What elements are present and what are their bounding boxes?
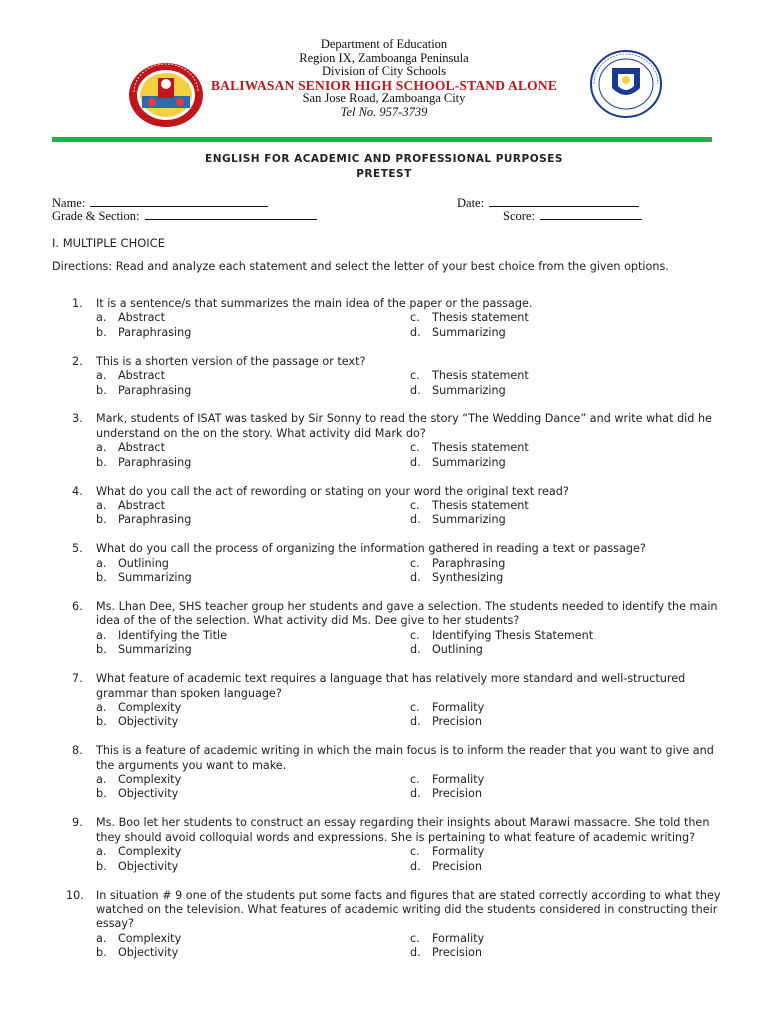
- option-letter: d.: [410, 383, 421, 397]
- answer-option[interactable]: [96, 326, 410, 340]
- option-letter: c.: [410, 498, 420, 512]
- option-letter: a.: [96, 556, 107, 570]
- option-text: Thesis statement: [432, 498, 529, 512]
- question-number: 1.: [72, 297, 83, 310]
- option-text: Paraphrasing: [118, 383, 192, 397]
- question-number: 8.: [72, 744, 83, 758]
- option-letter: c.: [410, 369, 420, 383]
- answer-options: [96, 499, 732, 528]
- question-list: [52, 297, 732, 975]
- division-text: Division of City Schools: [322, 64, 446, 78]
- answer-option[interactable]: [410, 557, 710, 571]
- option-text: Formality: [432, 700, 485, 714]
- answer-options: [96, 441, 732, 470]
- option-text: Abstract: [118, 311, 165, 325]
- option-text: Objectivity: [118, 715, 179, 729]
- answer-option[interactable]: [410, 773, 710, 787]
- answer-options: [96, 845, 732, 874]
- option-text: Abstract: [118, 441, 165, 455]
- address-text: San Jose Road, Zamboanga City: [302, 91, 466, 105]
- answer-option[interactable]: [410, 932, 710, 946]
- option-text: Identifying Thesis Statement: [432, 628, 594, 642]
- option-letter: c.: [410, 931, 420, 945]
- question-text: This is a shorten version of the passage or text?: [96, 354, 366, 368]
- option-text: Precision: [432, 715, 482, 729]
- option-text: Precision: [432, 946, 482, 960]
- option-letter: b.: [96, 455, 107, 469]
- answer-option[interactable]: [410, 787, 710, 801]
- option-letter: c.: [410, 441, 420, 455]
- question-item: [52, 412, 732, 470]
- answer-options: [96, 311, 732, 340]
- answer-option[interactable]: [96, 773, 410, 787]
- option-text: Objectivity: [118, 787, 179, 801]
- question-text: Mark, students of ISAT was tasked by Sir Sonny to read the story “The Wedding Dance” and write what did he understand on the on the story. What activity did Mark do?: [96, 412, 712, 440]
- option-letter: b.: [96, 859, 107, 873]
- answer-option[interactable]: [410, 845, 710, 859]
- answer-option[interactable]: [96, 701, 410, 715]
- deped-seal-logo: [590, 50, 662, 118]
- question-number: 4.: [72, 484, 83, 498]
- option-letter: a.: [96, 931, 107, 945]
- answer-option[interactable]: [96, 715, 410, 729]
- option-text: Summarizing: [118, 643, 192, 657]
- option-text: Precision: [432, 787, 482, 801]
- option-text: Paraphrasing: [432, 556, 506, 570]
- option-text: Complexity: [118, 845, 182, 859]
- option-letter: c.: [410, 773, 420, 787]
- option-text: Formality: [432, 845, 485, 859]
- question-number: 10.: [66, 888, 84, 902]
- option-letter: c.: [410, 700, 420, 714]
- question-text: It is a sentence/s that summarizes the main idea of the paper or the passage.: [96, 297, 533, 310]
- option-letter: c.: [410, 845, 420, 859]
- option-text: Formality: [432, 773, 485, 787]
- answer-option[interactable]: [410, 571, 710, 585]
- option-text: Paraphrasing: [118, 325, 192, 339]
- question-item: [52, 600, 732, 658]
- option-text: Thesis statement: [432, 441, 529, 455]
- option-text: Paraphrasing: [118, 513, 192, 527]
- option-text: Summarizing: [432, 325, 506, 339]
- date-blank[interactable]: [489, 195, 639, 207]
- test-title: PRETEST: [356, 168, 412, 180]
- answer-option[interactable]: [410, 715, 710, 729]
- option-letter: d.: [410, 643, 421, 657]
- question-number: 5.: [72, 542, 83, 556]
- answer-option[interactable]: [96, 384, 410, 398]
- option-letter: b.: [96, 325, 107, 339]
- answer-option[interactable]: [96, 932, 410, 946]
- grade-section-label: Grade & Section:: [52, 209, 140, 223]
- answer-option[interactable]: [96, 456, 410, 470]
- option-letter: d.: [410, 325, 421, 339]
- score-field[interactable]: [503, 208, 642, 224]
- answer-option[interactable]: [410, 499, 710, 513]
- option-letter: c.: [410, 311, 420, 325]
- question-number: 9.: [72, 816, 83, 830]
- option-text: Identifying the Title: [118, 628, 227, 642]
- answer-option[interactable]: [410, 513, 710, 527]
- question-text: Ms. Lhan Dee, SHS teacher group her students and gave a selection. The students needed to identify the main idea of the of the selection. What activity did Ms. Dee give to her students?: [96, 600, 718, 628]
- answer-option[interactable]: [96, 513, 410, 527]
- option-text: Objectivity: [118, 859, 179, 873]
- score-label: Score:: [503, 209, 535, 223]
- option-letter: c.: [410, 628, 420, 642]
- option-letter: c.: [410, 556, 420, 570]
- answer-option[interactable]: [96, 369, 410, 383]
- question-number: 6.: [72, 600, 83, 613]
- school-name: BALIWASAN SENIOR HIGH SCHOOL-STAND ALONE: [210, 77, 558, 93]
- department-text: Department of Education: [320, 37, 448, 51]
- question-item: [52, 889, 732, 961]
- question-item: [52, 744, 732, 802]
- question-text: Ms. Boo let her students to construct an essay regarding their insights about Marawi massacre. She told then they should avoid colloquial words and expressions. She is pertaining to what feature of academic writing?: [96, 816, 710, 844]
- name-label: Name:: [52, 196, 86, 210]
- option-letter: b.: [96, 715, 107, 729]
- option-letter: b.: [96, 513, 107, 527]
- question-item: [52, 355, 732, 398]
- answer-option[interactable]: [96, 787, 410, 801]
- answer-option[interactable]: [96, 946, 410, 960]
- answer-option[interactable]: [96, 629, 410, 643]
- answer-option[interactable]: [410, 311, 710, 325]
- telephone-text: Tel No. 957-3739: [340, 104, 428, 119]
- answer-options: [96, 773, 732, 802]
- option-text: Complexity: [118, 931, 182, 945]
- option-text: Paraphrasing: [118, 455, 192, 469]
- answer-options: [96, 932, 732, 961]
- option-letter: a.: [96, 311, 107, 325]
- option-letter: b.: [96, 383, 107, 397]
- answer-option[interactable]: [96, 571, 410, 585]
- option-text: Thesis statement: [432, 311, 529, 325]
- option-letter: b.: [96, 571, 107, 585]
- option-text: Complexity: [118, 773, 182, 787]
- question-number: 7.: [72, 672, 83, 686]
- option-letter: d.: [410, 455, 421, 469]
- answer-option[interactable]: [410, 441, 710, 455]
- answer-option[interactable]: [410, 456, 710, 470]
- question-text: What feature of academic text requires a language that has relatively more standard and well-structured grammar than spoken language?: [96, 672, 686, 700]
- option-letter: b.: [96, 643, 107, 657]
- answer-option[interactable]: [410, 946, 710, 960]
- option-text: Abstract: [118, 369, 165, 383]
- region-text: Region IX, Zamboanga Peninsula: [299, 50, 469, 65]
- option-letter: a.: [96, 773, 107, 787]
- option-letter: d.: [410, 571, 421, 585]
- score-blank[interactable]: [540, 208, 642, 220]
- answer-option[interactable]: [410, 860, 710, 874]
- answer-options: [96, 557, 732, 586]
- answer-options: [96, 701, 732, 730]
- answer-options: [96, 629, 732, 658]
- option-text: Complexity: [118, 700, 182, 714]
- grade-section-field[interactable]: [52, 208, 317, 224]
- answer-option[interactable]: [96, 643, 410, 657]
- green-divider: [52, 137, 712, 142]
- option-text: Outlining: [118, 556, 169, 570]
- option-text: Abstract: [118, 498, 165, 512]
- option-letter: a.: [96, 845, 107, 859]
- option-letter: b.: [96, 787, 107, 801]
- test-titles: [0, 152, 768, 182]
- answer-option[interactable]: [96, 441, 410, 455]
- option-text: Formality: [432, 931, 485, 945]
- grade-section-blank[interactable]: [145, 208, 317, 220]
- answer-option[interactable]: [410, 384, 710, 398]
- option-letter: b.: [96, 946, 107, 960]
- directions-text: Directions: Read and analyze each statement and select the letter of your best choice from the given options.: [52, 260, 669, 273]
- option-text: Summarizing: [432, 513, 506, 527]
- option-letter: d.: [410, 513, 421, 527]
- question-item: [52, 542, 732, 585]
- question-item: [52, 672, 732, 730]
- date-label: Date:: [457, 196, 485, 210]
- question-text: What do you call the act of rewording or stating on your word the original text read?: [96, 484, 569, 498]
- option-text: Precision: [432, 859, 482, 873]
- question-number: 3.: [72, 412, 83, 426]
- subject-title: ENGLISH FOR ACADEMIC AND PROFESSIONAL PURPOSES: [205, 153, 563, 165]
- name-blank[interactable]: [90, 195, 268, 207]
- question-text: This is a feature of academic writing in which the main focus is to inform the reader that you want to give and the arguments you want to make.: [96, 744, 714, 772]
- answer-options: [96, 369, 732, 398]
- option-text: Summarizing: [432, 455, 506, 469]
- option-text: Summarizing: [118, 571, 192, 585]
- answer-option[interactable]: [410, 369, 710, 383]
- option-letter: d.: [410, 787, 421, 801]
- answer-option[interactable]: [410, 629, 710, 643]
- option-text: Outlining: [432, 643, 483, 657]
- answer-option[interactable]: [96, 860, 410, 874]
- option-letter: a.: [96, 700, 107, 714]
- answer-option[interactable]: [410, 643, 710, 657]
- answer-option[interactable]: [96, 311, 410, 325]
- answer-option[interactable]: [410, 701, 710, 715]
- option-text: Objectivity: [118, 946, 179, 960]
- option-letter: a.: [96, 369, 107, 383]
- option-letter: a.: [96, 628, 107, 642]
- question-number: 2.: [72, 354, 83, 368]
- section-title: I. MULTIPLE CHOICE: [52, 236, 165, 250]
- question-item: [52, 816, 732, 874]
- option-letter: d.: [410, 859, 421, 873]
- option-text: Summarizing: [432, 383, 506, 397]
- answer-option[interactable]: [410, 326, 710, 340]
- question-text: In situation # 9 one of the students put some facts and figures that are stated correctly according to what they watched on the television. What features of academic writing did the students considered in constructing their essay?: [96, 888, 721, 931]
- option-letter: a.: [96, 498, 107, 512]
- question-text: What do you call the process of organizing the information gathered in reading a text or passage?: [96, 542, 646, 556]
- option-letter: d.: [410, 946, 421, 960]
- answer-option[interactable]: [96, 557, 410, 571]
- option-text: Synthesizing: [432, 571, 504, 585]
- answer-option[interactable]: [96, 845, 410, 859]
- question-item: [52, 485, 732, 528]
- option-letter: d.: [410, 715, 421, 729]
- answer-option[interactable]: [96, 499, 410, 513]
- question-item: [52, 297, 732, 340]
- option-text: Thesis statement: [432, 369, 529, 383]
- option-letter: a.: [96, 441, 107, 455]
